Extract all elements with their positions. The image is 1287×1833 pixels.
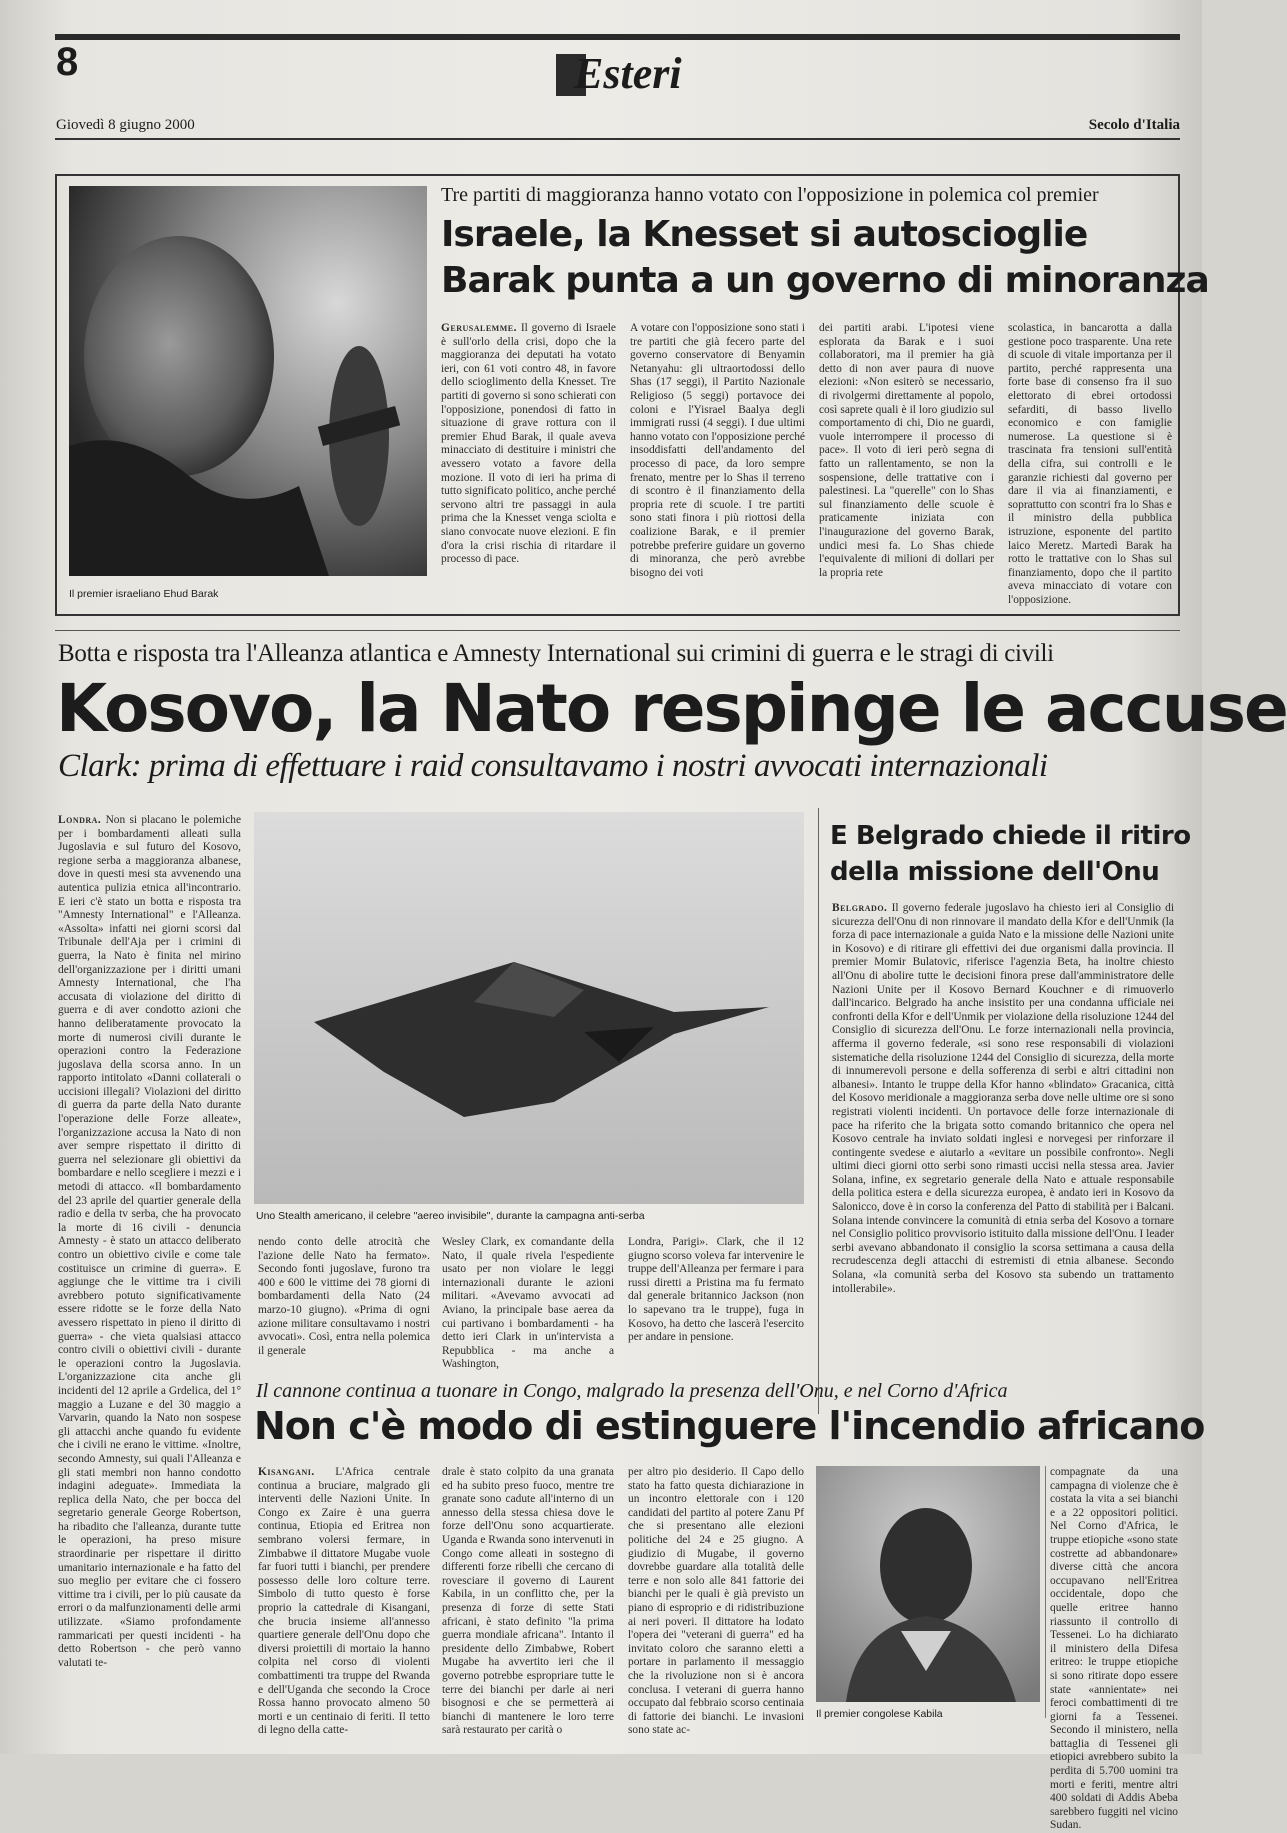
kosovo-kicker: Botta e risposta tra l'Alleanza atlantica e Amnesty International sui crimini di guerra e le stragi di civili xyxy=(58,640,1054,667)
kosovo-column-1-text: Non si placano le polemiche per i bombardamenti alleati sulla Jugoslavia e sul futuro del Kosovo, regione serba a maggioranza albanese, dove in questi mesi sta avvenendo una autentica pulizia etnica all'incontrario. E ieri c'è stato un botta e risposta tra "Amnesty International" e l'Alleanza. «Assolta» infatti nei giorni scorsi dal Tribunale dell'Aja per i crimini di guerra, la Nato è finita nel mirino dell'organizzazione per i diritti umani Amnesty International, che l'ha accusata di violazione del diritto di guerra e di aver condotto azioni che hanno deliberatamente provocato la morte di numerosi civili durante le operazioni contro la Federazione jugoslava della scorsa anno. In un rapporto intitolato «Danni collaterali o uccisioni illegali? Violazioni del diritto di guerra da parte della Nato durante l'operazione delle Forze alleate», l'organizzazione accusa la Nato di non aver sempre rispettato il diritto di guerra nel selezionare gli obiettivi da bombardare e nello scegliere i mezzi e i metodi di attacco. «Il bombardamento del 23 aprile del quartier generale della radio e della tv serba, che ha provocato la morte di 16 civili - denuncia Amnesty - è stato un attacco deliberato contro un obiettivo civile e come tale costituisce un crimine di guerra». E aggiunge che le vittime tra i civili avrebbero potuto significativamente essere ridotte se le forze della Nato avessero rispettato in pieno il diritto di guerra» - che vieta qualsiasi attacco contro civili o obiettivi civili - durante le operazioni contro la Jugoslavia. L'organizzazione cita anche gli incidenti del 12 aprile a Grdelica, del 1° maggio a Luzane e del 30 maggio a Varvarin, quando la Nato non sospese gli attacchi anche quando fu evidente che i civili ne erano le vittime. «Inoltre, secondo Amnesty, sui quali l'Alleanza e gli stati membri non hanno condotto indagini adeguate». Immediata la replica della Nato, che per bocca del segretario generale George Robertson, ha ribadito che l'alleanza, durante tutte le operazioni, ha preso misure straordinarie per rispettare il diritto umanitario internazionale e ha fatto del suo meglio per evitare che ci fossero vittime tra i civili, per lo più causate da errori o da malfunzionamenti delle armi utilizzate. «Siamo profondamente rammaricati per questi incidenti - ha detto Robertson - che però vanno valutati te- xyxy=(58,814,242,1669)
stealth-photo-caption: Uno Stealth americano, il celebre "aereo invisibile", durante la campagna anti-serba xyxy=(256,1210,645,1222)
africa-column-4: compagnate da una campagna di violenze che è costata la vita a sei bianchi e a 22 oppositori politici. Nel Corno d'Africa, le truppe etiopiche «sono state costrette ad abbandonare» diverse città che ancora occupavano nell'Eritrea occidentale, dopo che quelle eritree hanno riassunto il controllo di Tessenei. Lo ha dichiarato il ministero della Difesa eritreo: le truppe etiopiche si sono ritirate dopo essere state «annientate» nei feroci combattimenti di tre giorni fa a Tessenei. Secondo il ministero, nella battaglia di Tessenei gli etiopici avrebbero subito la perdita di 5.700 uomini tra morti e feriti, mentre altri 400 soldati di Addis Abeba sarebbero fuggiti nel vicino Sudan. xyxy=(1050,1466,1178,1832)
belgrado-headline-line1: E Belgrado chiede il ritiro xyxy=(830,821,1191,851)
israel-headline xyxy=(441,212,1209,304)
barak-photo-caption: Il premier israeliano Ehud Barak xyxy=(69,588,219,600)
stealth-photo xyxy=(254,812,804,1204)
africa-column-1 xyxy=(258,1466,430,1737)
kabila-photo-caption: Il premier congolese Kabila xyxy=(816,1708,943,1720)
africa-column-3: per altro pio desiderio. Il Capo dello stato ha fatto questa dichiarazione in un incontro elettorale con i 120 candidati del partito al potere Zanu Pf che si presentano alle elezioni politiche del 24 e 25 giugno. A giudizio di Mugabe, il governo dovrebbe guardare alla totalità delle terre e non solo alle 841 fattorie dei bianchi per le quali è già previsto un piano di esproprio e di ridistribuzione ai neri poveri. Il dittatore ha lodato l'opera dei "veterani di guerra" ed ha invitato coloro che saranno eletti a portare in parlamento il messaggio che la rivoluzione non si è ancora conclusa. I veterani di guerra hanno occupato dal febbraio scorso centinaia di fattorie dei bianchi. Le invasioni sono state ac- xyxy=(628,1466,804,1737)
belgrado-body-text: Il governo federale jugoslavo ha chiesto ieri al Consiglio di sicurezza dell'Onu di non rinnovare il mandato della Kfor e dell'Unmik (la forza di pace internazionale a guida Nato e la missione delle Nazioni unite in Kosovo) e di ritirare gli effettivi dei due organismi dalla provincia. Il premier Momir Bulatovic, riferisce l'agenzia Beta, ha inoltre chiesto all'Onu di abolire tutte le decisioni finora prese dall'amministratore delle Nazioni Unite per il Kosovo Bernard Kouchner e di rimuoverlo dall'incarico. Belgrado ha anche insistito per una condanna ufficiale nei confronti della Kfor e dell'Unmik per violazione della risoluzione 1244 del Consiglio di sicurezza dell'Onu. Le forze internazionali nella provincia, afferma il governo federale, «si sono rese responsabili di violazioni sistematiche della risoluzione 1244 del Consiglio di sicurezza, della morte di innumerevoli persone e della sofferenza di serbi e altri cittadini non albanesi». Intanto le truppe della Kfor hanno «blindato» Gracanica, città del Kosovo meridionale a maggioranza serba dove nelle ultime ore si sono registrati violenti incidenti. Un portavoce delle forze internazionale di pace ha riferito che la brigata sotto comando britannico che opera nel Kosovo centrale ha inviato soldati inglesi e norvegesi per rinforzare il contingente svedese e aiutarlo a «evitare un possibile confronto». Negli ultimi dieci giorni otto serbi sono rimasti uccisi nella stessa area. Javier Solana, infine, ex segretario generale della Nato e attuale responsabile della politica estera e della sicurezza europea, è andato ieri in Kosovo da Salonicco, dove è in corso la conferenza del Patto di stabilità per i Balcani. Solana intende convincere la comunità di etnia serba del Kosovo a tornare nel Consiglio politico provvisorio istituito dalla missione dell'Onu. I leader serbi avevano abbandonato il consiglio la scorsa settimana a causa della recrudescenza degli attacchi di estremisti di etnia albanese. Secondo Solana, «la comunità serba del Kosovo sta subendo un trattamento intollerabile». xyxy=(832,902,1174,1295)
kosovo-column-2: nendo conto delle atrocità che l'azione delle Nato ha fermato». Secondo fonti jugoslave, furono tra 400 e 600 le vittime dei 78 giorni di bombardamenti della Nato (24 marzo-10 giugno). «Prima di ogni azione militare consultavamo i nostri avvocati». Così, entra nella polemica il generale xyxy=(258,1236,430,1357)
israel-column-4: scolastica, in bancarotta a dalla gestione poco trasparente. Una rete di scuole di vitale importanza per il partito, perché rappresenta una forte base di consenso fra il suo elettorato di ebrei ortodossi sefarditi, di basso livello economico e con famiglie numerose. La questione si è trascinata fra tensioni sull'entità della cifra, sui controlli e le garanzie richiesti dal governo per dare il via ai finanziamenti, e soprattutto con scontri fra lo Shas e il ministro della pubblica istruzione, esponente del partito laico Meretz. Martedì Barak ha rotto le trattative con lo Shas sul finanziamento, dopo che il partito aveva minacciato di votare con l'opposizione. xyxy=(1008,322,1172,606)
kosovo-dateline: Londra. xyxy=(58,814,102,826)
israel-column-3: dei partiti arabi. L'ipotesi viene esplorata da Barak e i suoi collaboratori, ma il premier ha già detto di non aver paura di nuove elezioni: «Non esiterò se necessario, di rivolgermi direttamente al popolo, così saprete quali è il loro giudizio sul comportamento di chi, Dio ne guardi, vuole interrompere il processo di pace». Il voto di ieri però segna di fatto un rallentamento, se non la sospensione, delle trattative con i palestinesi. La "querelle" con lo Shas sul finanziamento delle scuole è praticamente iniziata con l'inaugurazione del governo Barak, undici mesi fa. Lo Shas chiede l'equivalente di milioni di dollari per la propria rete xyxy=(819,322,994,579)
belgrado-headline xyxy=(830,818,1191,890)
africa-column-1-text: L'Africa centrale continua a bruciare, malgrado gli interventi delle Nazioni Unite. In Congo ex Zaire è una guerra continua, Etiopia ed Eritrea non sembrano volersi fermare, in Zimbabwe il dittatore Mugabe vuole far fuori tutti i bianchi, per prendere possesso delle loro colture terre. Simbolo di tutto questo è forse proprio la cattedrale di Kisangani, che brucia insieme all'annesso quartiere generale dell'Onu dopo che diversi proiettili di mortaio la hanno colpita nel corso di violenti combattimenti tra truppe del Rwanda e dell'Uganda che secondo la Croce Rossa hanno provocato almeno 50 morti e un centinaio di feriti. Il tetto di legno della catte- xyxy=(258,1466,430,1737)
belgrado-dateline: Belgrado. xyxy=(832,902,888,914)
belgrado-headline-line2: della missione dell'Onu xyxy=(830,857,1160,887)
israel-column-2: A votare con l'opposizione sono stati i tre partiti che già fecero parte del governo conservatore di Benyamin Netanyahu: gli ultraortodossi dello Shas (17 seggi), il Partito Nazionale Religioso (5 seggi) portavoce dei coloni e l'Yisrael Baalya degli immigrati russi (4 seggi). I due ultimi hanno votato con l'opposizione perché insoddisfatti dell'andamento del processo di pace, da loro sempre frenato, mentre per lo Shas il terreno di scontro è il finanziamento della propria rete di scuole. I tre partiti sono stati finora i più riottosi della coalizione Barak, e il premier potrebbe preferire guidare un governo di minoranza, che però avrebbe bisogno dei voti xyxy=(630,322,805,579)
barak-photo xyxy=(69,186,427,576)
israel-dateline: Gerusalemme. xyxy=(441,322,517,334)
israel-kicker: Tre partiti di maggioranza hanno votato con l'opposizione in polemica col premier xyxy=(441,184,1099,206)
top-rule xyxy=(55,34,1180,40)
africa-kicker: Il cannone continua a tuonare in Congo, malgrado la presenza dell'Onu, e nel Corno d'Africa xyxy=(256,1380,1008,1402)
mid-rule xyxy=(55,630,1180,631)
kabila-photo xyxy=(816,1466,1040,1702)
israel-headline-line1: Israele, la Knesset si autoscioglie xyxy=(441,214,1088,255)
israel-column-1-text: Il governo di Israele è sull'orlo della crisi, dopo che la maggioranza dei deputati ha votato ieri, con 61 voti contro 48, in favore dello scioglimento della Knesset. Tre partiti di governo si sono schierati con l'opposizione, ponendosi di fatto in situazione di grave rottura con il premier Ehud Barak, il quale aveva minacciato di destituire i ministri che avessero votato a favore della mozione. Il voto di ieri ha prima di tutto significato politico, anche perché servono altri tre passaggi in aula prima che la Knesset venga sciolta e siano convocate nuove elezioni. E fin d'ora la crisi rischia di ritardare il processo di pace. xyxy=(441,322,616,566)
kosovo-subhead: Clark: prima di effettuare i raid consultavamo i nostri avvocati internazionali xyxy=(58,748,1048,784)
kosovo-column-3: Wesley Clark, ex comandante della Nato, il quale rivela l'espediente usato per non violare le leggi internazionali durante le azioni militari. «Avevamo avvocati ad Aviano, la principale base aerea da cui partivano i bombardamenti - ha detto ieri Clark in un'intervista a Repubblica - ma anche a Washington, xyxy=(442,1236,614,1371)
israel-column-1 xyxy=(441,322,616,606)
header-rule xyxy=(55,138,1180,140)
africa-dateline: Kisangani. xyxy=(258,1466,315,1478)
belgrado-body xyxy=(832,902,1174,1392)
israel-headline-line2: Barak punta a un governo di minoranza xyxy=(441,260,1209,301)
paper-name: Secolo d'Italia xyxy=(1088,117,1180,133)
page-number: 8 xyxy=(56,40,79,84)
africa-column-rule xyxy=(1045,1466,1046,1718)
kosovo-column-4: Londra, Parigi». Clark, che il 12 giugno scorso voleva far intervenire le truppe dell'Alleanza per fermare i para russi diretti a Pristina ma fu fermato dal generale britannico Jackson (non lo sapevano tra le truppe), fuga in Kosovo, ha detto che lascerà l'esercito per andare in pensione. xyxy=(628,1236,804,1344)
issue-date: Giovedì 8 giugno 2000 xyxy=(56,117,195,133)
kosovo-column-1 xyxy=(58,814,241,1718)
africa-column-2: drale è stato colpito da una granata ed ha subito preso fuoco, mentre tre granate sono cadute all'interno di un annesso della stessa chiesa dove le forze dell'Onu sono acquartierate. Uganda e Rwanda sono intervenuti in Congo come alleati in sostegno di differenti forze ribelli che cercano di rovesciare il governo di Laurent Kabila, in un conflitto che, per la presenza di forze di sette Stati africani, è stato definito "la prima guerra mondiale africana". Intanto il presidente dello Zimbabwe, Robert Mugabe ha avvertito ieri che il governo potrebbe espropriare tutte le terre dei bianchi per darle ai neri bisognosi e che se permetterà ai bianchi di mantenere le loro terre sarà restaurato per carità o xyxy=(442,1466,614,1737)
africa-headline: Non c'è modo di estinguere l'incendio africano xyxy=(254,1404,1205,1448)
kosovo-headline: Kosovo, la Nato respinge le accuse xyxy=(56,670,1287,747)
section-title: Esteri xyxy=(574,49,682,98)
